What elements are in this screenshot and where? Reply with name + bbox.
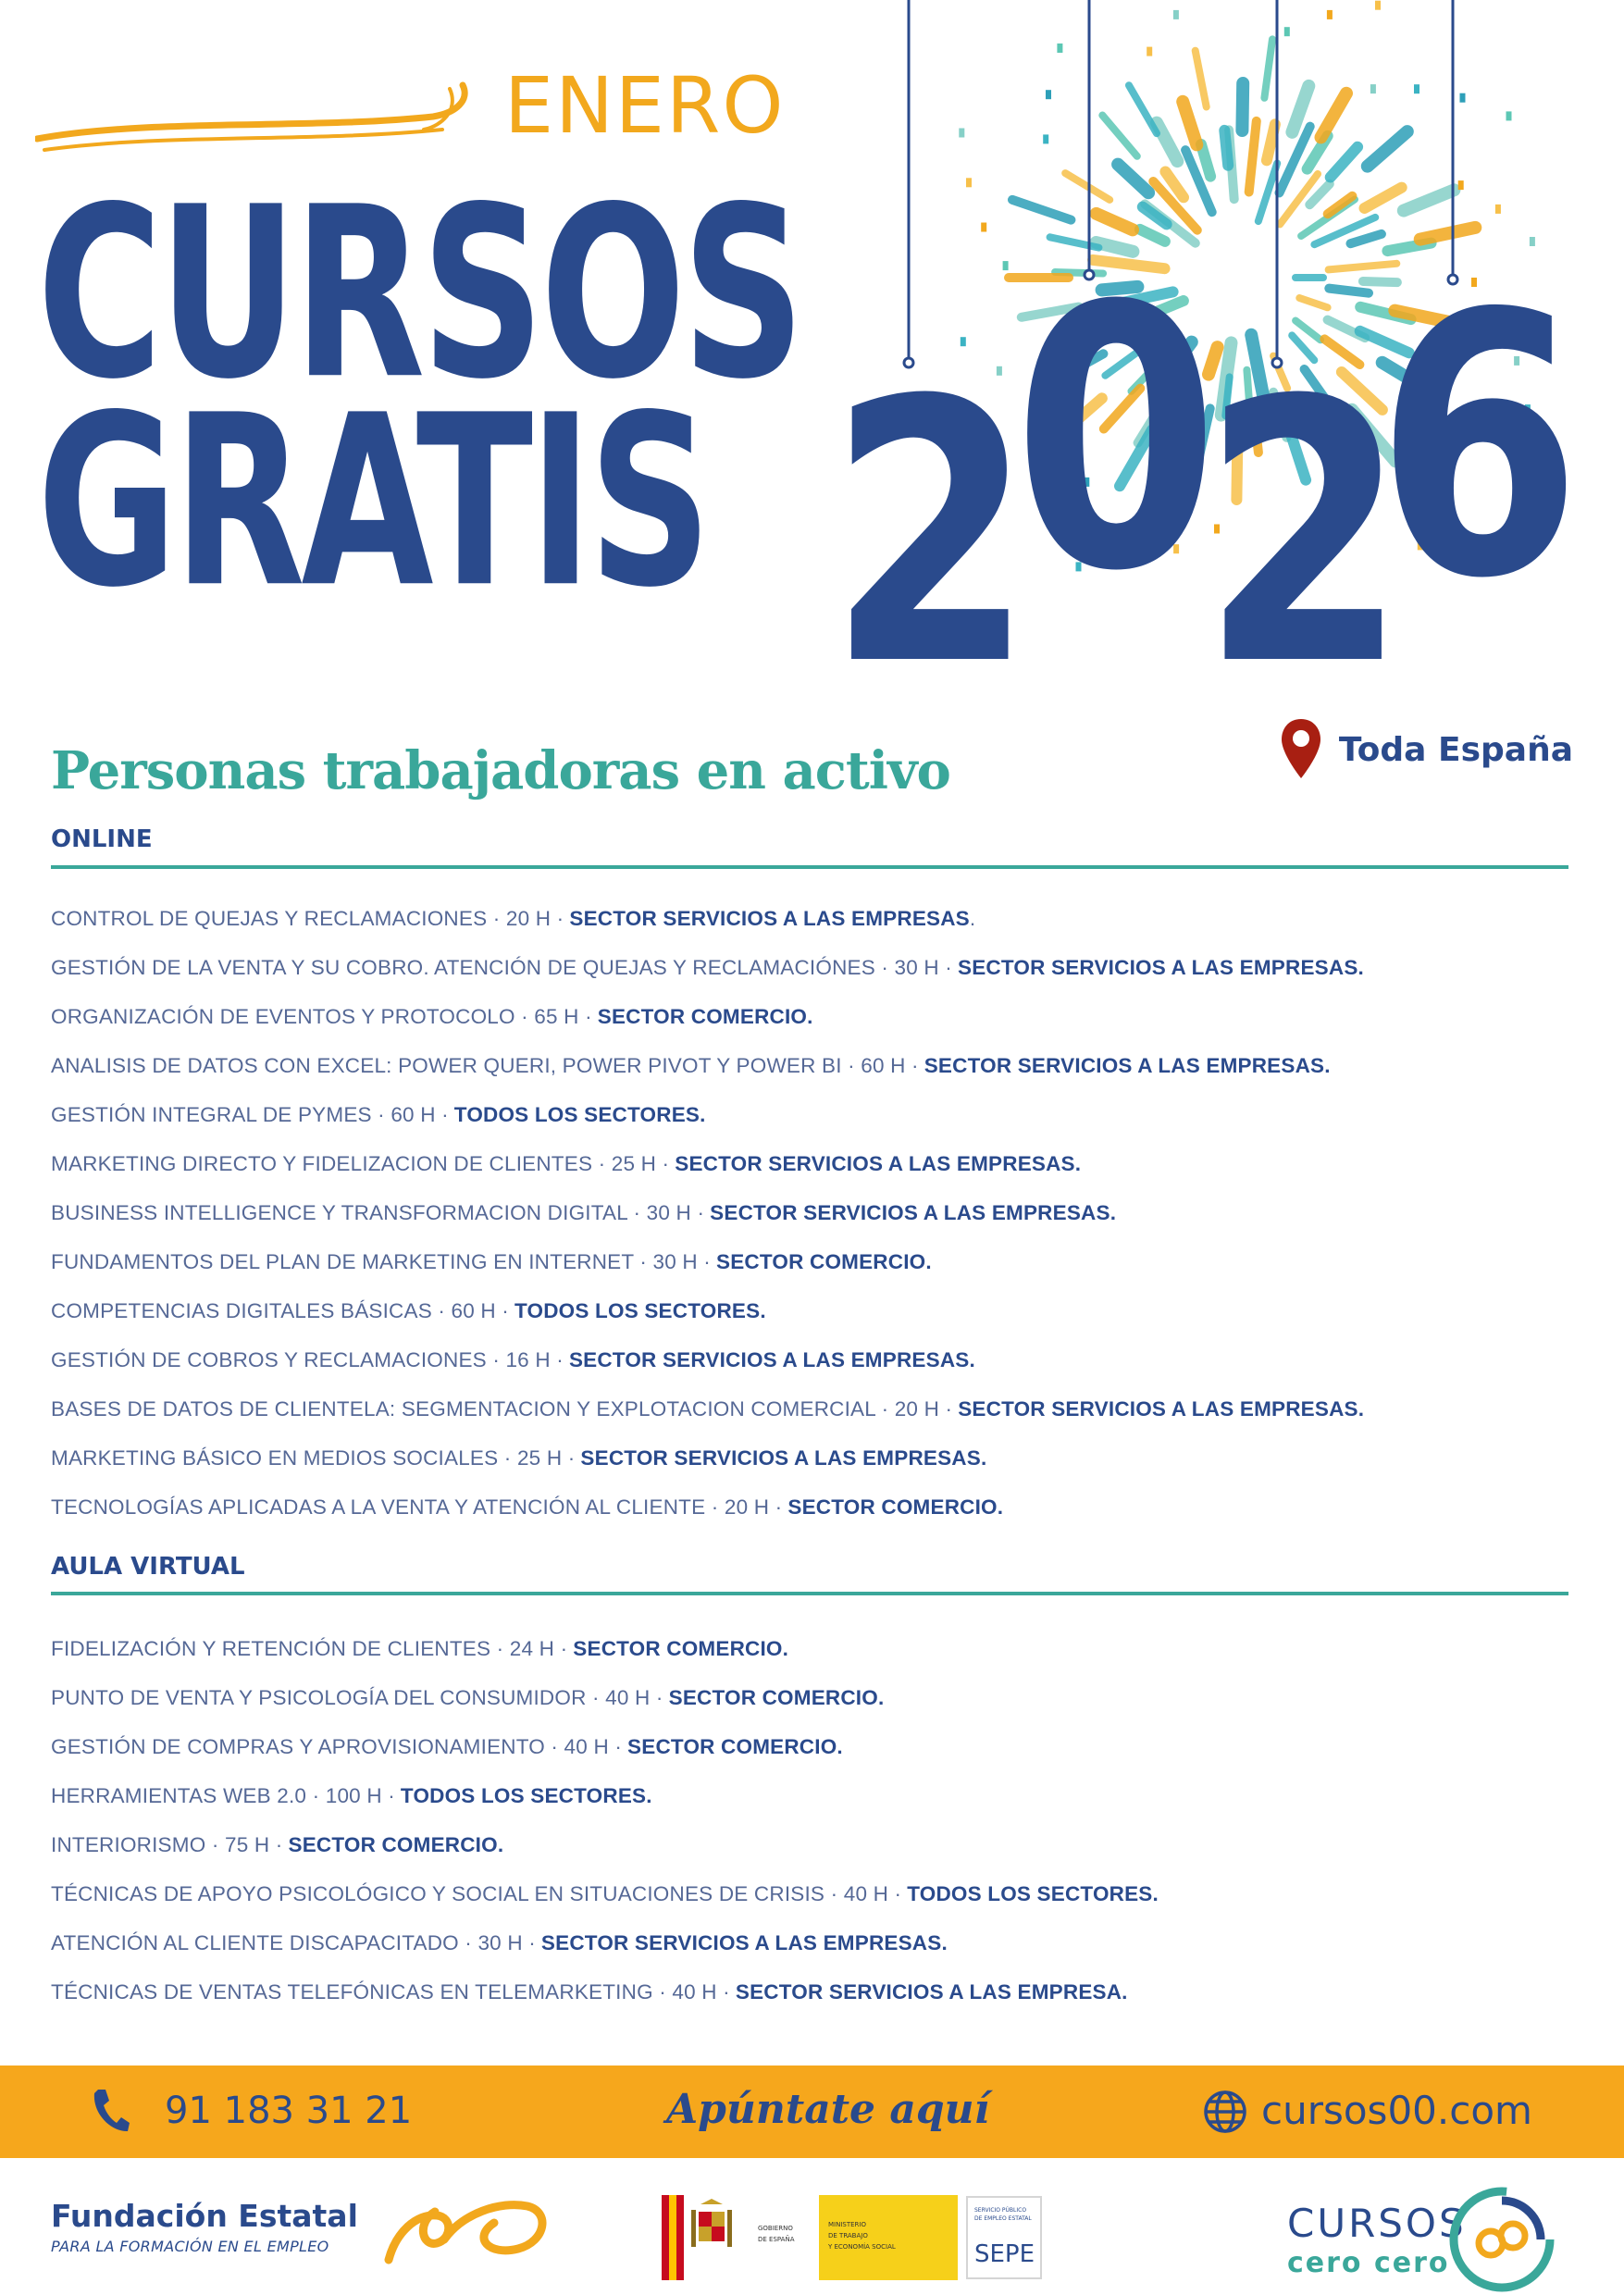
- course-title: INTERIORISMO · 75 H ·: [51, 1832, 283, 1856]
- course-item-online: [51, 1090, 1578, 1139]
- course-title: GESTIÓN DE COBROS Y RECLAMACIONES · 16 H ·: [51, 1347, 564, 1371]
- course-item-online: [51, 1482, 1578, 1532]
- footer-bar: [0, 2066, 1624, 2158]
- course-item-aula-virtual: [51, 1869, 1578, 1918]
- gov-text-2: DE ESPAÑA: [758, 2236, 795, 2243]
- course-title: ANALISIS DE DATOS CON EXCEL: POWER QUERI, POWER PIVOT Y POWER BI · 60 H ·: [51, 1053, 919, 1077]
- course-item-online: [51, 1433, 1578, 1482]
- course-sector: SECTOR SERVICIOS A LAS EMPRESAS.: [958, 1396, 1365, 1420]
- fundae-name: Fundación Estatal: [51, 2198, 358, 2234]
- year-digit-1: 2: [827, 325, 1035, 685]
- course-title: COMPETENCIAS DIGITALES BÁSICAS · 60 H ·: [51, 1298, 509, 1322]
- sepe-small-2: DE EMPLEO ESTATAL: [974, 2215, 1032, 2222]
- year-2026: [814, 0, 1610, 685]
- course-sector: SECTOR COMERCIO.: [573, 1636, 789, 1660]
- cursos-cero-cero-logo: [1282, 2184, 1559, 2295]
- location-text: Toda España: [1338, 730, 1573, 769]
- course-sector: TODOS LOS SECTORES.: [453, 1102, 706, 1126]
- course-sector: SECTOR SERVICIOS A LAS EMPRESAS.: [540, 1930, 948, 1954]
- course-item-online: [51, 1286, 1578, 1335]
- course-sector: SECTOR COMERCIO.: [668, 1685, 885, 1709]
- year-digit-2: 0: [1012, 230, 1220, 651]
- fundae-logo-text: [51, 2198, 358, 2255]
- map-pin-icon: [1280, 717, 1322, 782]
- fundae-tagline: PARA LA FORMACIÓN EN EL EMPLEO: [51, 2238, 329, 2255]
- course-title: ATENCIÓN AL CLIENTE DISCAPACITADO · 30 H ·: [51, 1930, 536, 1954]
- course-list-aula-virtual: [51, 1624, 1578, 2016]
- course-title: BASES DE DATOS DE CLIENTELA: SEGMENTACION Y EXPLOTACION COMERCIAL · 20 H ·: [51, 1396, 953, 1420]
- section-label-online: ONLINE: [51, 825, 153, 853]
- course-item-aula-virtual: [51, 1722, 1578, 1771]
- section-divider-aula-virtual: [51, 1592, 1568, 1595]
- phone-number[interactable]: 91 183 31 21: [165, 2090, 413, 2132]
- course-sector: SECTOR SERVICIOS A LAS EMPRESAS: [569, 906, 970, 930]
- course-item-aula-virtual: [51, 1967, 1578, 2016]
- title-cursos: CURSOS: [37, 155, 801, 431]
- course-sector: SECTOR SERVICIOS A LAS EMPRESA.: [735, 1979, 1128, 2003]
- sepe-small-1: SERVICIO PÚBLICO: [974, 2207, 1027, 2214]
- course-title: CONTROL DE QUEJAS Y RECLAMACIONES · 20 H ·: [51, 906, 564, 930]
- course-title: TÉCNICAS DE VENTAS TELEFÓNICAS EN TELEMARKETING · 40 H ·: [51, 1979, 730, 2003]
- ministry-text-3: Y ECONOMÍA SOCIAL: [828, 2243, 896, 2251]
- course-title: TECNOLOGÍAS APLICADAS A LA VENTA Y ATENCIÓN AL CLIENTE · 20 H ·: [51, 1495, 783, 1519]
- course-sector: SECTOR SERVICIOS A LAS EMPRESAS.: [958, 955, 1364, 979]
- sepe-label: SEPE: [974, 2240, 1035, 2268]
- section-divider-online: [51, 865, 1568, 869]
- course-sector: TODOS LOS SECTORES.: [907, 1881, 1159, 1905]
- fundae-infinity-logo: [379, 2195, 551, 2269]
- course-item-aula-virtual: [51, 1918, 1578, 1967]
- course-title: HERRAMIENTAS WEB 2.0 · 100 H ·: [51, 1783, 395, 1807]
- course-tail: .: [969, 906, 976, 930]
- course-sector: SECTOR SERVICIOS A LAS EMPRESAS.: [924, 1053, 1331, 1077]
- course-item-aula-virtual: [51, 1771, 1578, 1820]
- title-gratis: GRATIS: [37, 364, 708, 639]
- course-title: FIDELIZACIÓN Y RETENCIÓN DE CLIENTES · 24 H ·: [51, 1636, 568, 1660]
- course-sector: TODOS LOS SECTORES.: [400, 1783, 652, 1807]
- government-logo: [662, 2195, 1043, 2280]
- course-sector: SECTOR COMERCIO.: [716, 1249, 932, 1273]
- brand-cursos: CURSOS: [1287, 2201, 1467, 2246]
- course-title: GESTIÓN DE LA VENTA Y SU COBRO. ATENCIÓN DE QUEJAS Y RECLAMACIÓNES · 30 H ·: [51, 955, 952, 979]
- globe-icon: [1203, 2090, 1247, 2134]
- course-title: ORGANIZACIÓN DE EVENTOS Y PROTOCOLO · 65 H ·: [51, 1004, 592, 1028]
- course-title: FUNDAMENTOS DEL PLAN DE MARKETING EN INTERNET · 30 H ·: [51, 1249, 711, 1273]
- course-item-aula-virtual: [51, 1624, 1578, 1673]
- course-item-online: [51, 1384, 1578, 1433]
- swoosh-decoration: [35, 81, 470, 155]
- gov-text-1: GOBIERNO: [758, 2225, 793, 2232]
- course-title: PUNTO DE VENTA Y PSICOLOGÍA DEL CONSUMIDOR · 40 H ·: [51, 1685, 663, 1709]
- course-sector: SECTOR COMERCIO.: [787, 1495, 1004, 1519]
- course-item-online: [51, 1335, 1578, 1384]
- year-digit-3: 2: [1201, 325, 1407, 685]
- course-item-aula-virtual: [51, 1673, 1578, 1722]
- course-item-online: [51, 1139, 1578, 1188]
- section-label-aula-virtual: AULA VIRTUAL: [51, 1553, 245, 1581]
- course-item-online: [51, 943, 1578, 992]
- course-sector: SECTOR COMERCIO.: [288, 1832, 504, 1856]
- course-list-online: [51, 894, 1578, 1532]
- audience-heading: Personas trabajadoras en activo: [51, 740, 950, 801]
- ministry-text-1: MINISTERIO: [828, 2221, 866, 2228]
- course-sector: SECTOR SERVICIOS A LAS EMPRESAS.: [675, 1151, 1082, 1175]
- course-item-aula-virtual: [51, 1820, 1578, 1869]
- course-title: MARKETING BÁSICO EN MEDIOS SOCIALES · 25 H ·: [51, 1445, 576, 1470]
- course-title: GESTIÓN INTEGRAL DE PYMES · 60 H ·: [51, 1102, 449, 1126]
- course-item-online: [51, 1237, 1578, 1286]
- ministry-text-2: DE TRABAJO: [828, 2232, 868, 2239]
- brand-cero-cero: cero cero: [1287, 2247, 1450, 2279]
- course-sector: SECTOR COMERCIO.: [597, 1004, 813, 1028]
- course-item-online: [51, 992, 1578, 1041]
- year-digit-4: 6: [1375, 238, 1582, 658]
- course-title: BUSINESS INTELLIGENCE Y TRANSFORMACION DIGITAL · 30 H ·: [51, 1200, 705, 1224]
- course-item-online: [51, 894, 1578, 943]
- phone-icon: [91, 2088, 130, 2134]
- course-sector: SECTOR COMERCIO.: [627, 1734, 843, 1758]
- location: [1280, 717, 1573, 782]
- course-sector: SECTOR SERVICIOS A LAS EMPRESAS.: [710, 1200, 1117, 1224]
- brand-ring-icon: [1446, 2184, 1557, 2295]
- course-item-online: [51, 1041, 1578, 1090]
- month-label: ENERO: [504, 60, 786, 151]
- course-title: TÉCNICAS DE APOYO PSICOLÓGICO Y SOCIAL EN SITUACIONES DE CRISIS · 40 H ·: [51, 1881, 902, 1905]
- course-sector: SECTOR SERVICIOS A LAS EMPRESAS.: [580, 1445, 987, 1470]
- course-item-online: [51, 1188, 1578, 1237]
- course-sector: TODOS LOS SECTORES.: [514, 1298, 766, 1322]
- course-sector: SECTOR SERVICIOS A LAS EMPRESAS.: [568, 1347, 975, 1371]
- course-title: MARKETING DIRECTO Y FIDELIZACION DE CLIENTES · 25 H ·: [51, 1151, 670, 1175]
- course-title: GESTIÓN DE COMPRAS Y APROVISIONAMIENTO · 40 H ·: [51, 1734, 623, 1758]
- signup-link[interactable]: Apúntate aquí: [666, 2086, 990, 2133]
- website-link[interactable]: cursos00.com: [1261, 2088, 1532, 2133]
